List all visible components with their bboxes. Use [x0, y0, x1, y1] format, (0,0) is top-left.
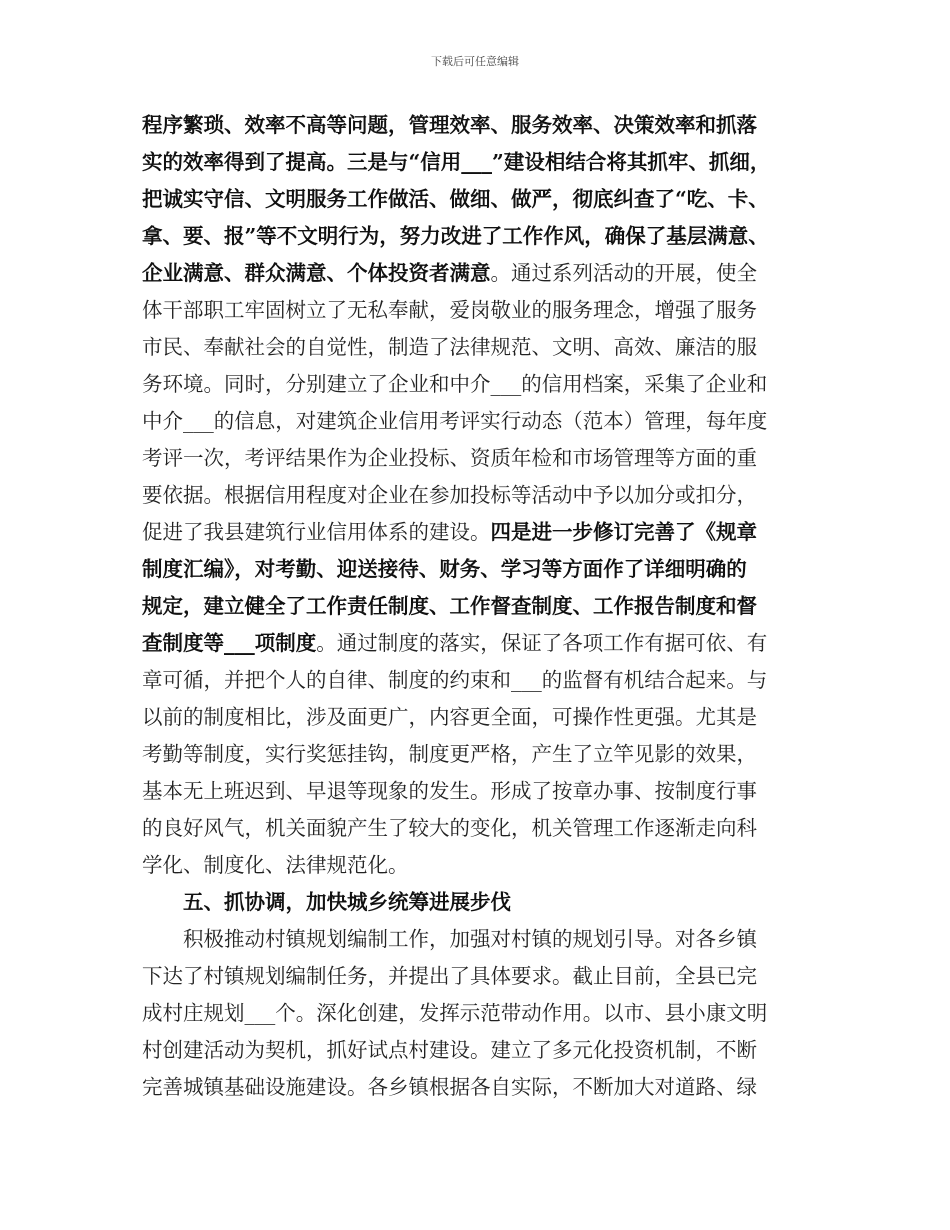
- paragraph-line: 考勤等制度，实行奖惩挂钩，制度更严格，产生了立竿见影的效果，: [142, 742, 757, 766]
- paragraph-line: 制度汇编》，对考勤、迎送接待、财务、学习等方面作了详细明确的: [142, 557, 747, 581]
- paragraph-line: 下达了村镇规划编制任务，并提出了具体要求。截止目前，全县已完: [142, 964, 757, 988]
- normal-text: 。通过制度的落实，保证了各项工作有据可依、有: [316, 631, 768, 655]
- bold-text: 查制度等___项制度: [142, 631, 317, 655]
- paragraph-line: 章可循，并把个人的自律、制度的约束和___的监督有机结合起来。与: [142, 668, 768, 692]
- page-header: 下载后可任意编辑: [431, 55, 519, 68]
- paragraph-line: 程序繁琐、效率不高等问题，管理效率、服务效率、决策效率和抓落: [142, 113, 757, 137]
- paragraph-line: 以前的制度相比，涉及面更广，内容更全面，可操作性更强。尤其是: [142, 705, 757, 729]
- paragraph-line: 完善城镇基础设施建设。各乡镇根据各自实际，不断加大对道路、绿: [142, 1075, 757, 1099]
- paragraph-line: 村创建活动为契机，抓好试点村建设。建立了多元化投资机制，不断: [142, 1038, 757, 1062]
- paragraph-line: 实的效率得到了提高。三是与“信用___”建设相结合将其抓牢、抓细，: [142, 150, 771, 174]
- normal-text: 促进了我县建筑行业信用体系的建设。: [142, 520, 491, 544]
- paragraph-line: 中介___的信息，对建筑企业信用考评实行动态（范本）管理，每年度: [142, 409, 768, 433]
- bold-text: 企业满意、群众满意、个体投资者满意: [142, 261, 491, 285]
- normal-text: 。通过系列活动的开展，使全: [490, 261, 757, 285]
- paragraph-line: 务环境。同时，分别建立了企业和中介___的信用档案，采集了企业和: [142, 372, 768, 396]
- paragraph-line: 规定，建立健全了工作责任制度、工作督查制度、工作报告制度和督: [142, 594, 757, 618]
- paragraph-line: 考评一次，考评结果作为企业投标、资质年检和市场管理等方面的重: [142, 446, 757, 470]
- paragraph-line: 市民、奉献社会的自觉性，制造了法律规范、文明、高效、廉洁的服: [142, 335, 757, 359]
- bold-text: 四是进一步修订完善了《规章: [490, 520, 757, 544]
- document-body: [142, 107, 812, 1106]
- paragraph-line: [142, 625, 812, 662]
- paragraph-line: 拿、要、报”等不文明行为，努力改进了工作作风，确保了基层满意、: [142, 224, 769, 248]
- paragraph-line: 体干部职工牢固树立了无私奉献，爱岗敬业的服务理念，增强了服务: [142, 298, 757, 322]
- paragraph-line: 要依据。根据信用程度对企业在参加投标等活动中予以加分或扣分，: [142, 483, 757, 507]
- paragraph-line: 积极推动村镇规划编制工作，加强对村镇的规划引导。对各乡镇: [142, 927, 757, 951]
- paragraph-line: 的良好风气，机关面貌产生了较大的变化，机关管理工作逐渐走向科: [142, 816, 757, 840]
- paragraph-line: 把诚实守信、文明服务工作做活、做细、做严，彻底纠查了“吃、卡、: [142, 187, 769, 211]
- section-heading: 五、抓协调，加快城乡统筹进展步伐: [142, 890, 511, 914]
- paragraph-line: [142, 514, 812, 551]
- paragraph-line: 学化、制度化、法律规范化。: [142, 853, 409, 877]
- paragraph-line: 成村庄规划___个。深化创建，发挥示范带动作用。以市、县小康文明: [142, 1001, 768, 1025]
- paragraph-line: [142, 255, 812, 292]
- paragraph-line: 基本无上班迟到、早退等现象的发生。形成了按章办事、按制度行事: [142, 779, 757, 803]
